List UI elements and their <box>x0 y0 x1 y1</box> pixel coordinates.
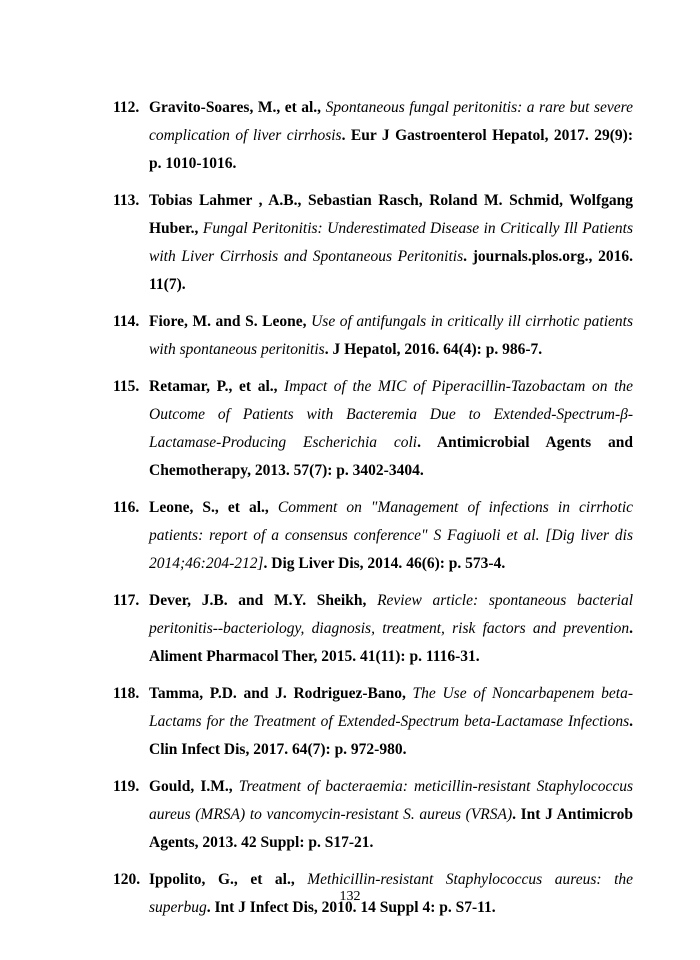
reference-source: . Int J Antimicrob Agents, 2013. <box>149 806 633 851</box>
reference-number: 112. <box>113 99 140 116</box>
reference-item <box>113 773 633 857</box>
reference-authors: Tobias Lahmer , A.B., Sebastian Rasch, Roland M. Schmid, Wolfgang Huber., <box>149 192 633 237</box>
reference-pages: : p. S7-11. <box>430 899 496 916</box>
reference-number: 116. <box>113 499 140 516</box>
reference-number: 119. <box>113 778 140 795</box>
reference-source: . Aliment Pharmacol Ther, 2015. <box>149 620 633 665</box>
reference-title: Fungal Peritonitis: Underestimated Disease in Critically Ill Patients with Liver Cirrhosis and Spontaneous Peritonitis <box>149 220 634 265</box>
reference-item <box>113 308 633 364</box>
reference-authors: Tamma, P.D. and J. Rodriguez-Bano, <box>149 685 406 702</box>
reference-authors: Leone, S., et al., <box>149 499 269 516</box>
reference-volume: 57 <box>293 462 310 479</box>
reference-volume: 11 <box>149 276 164 293</box>
reference-pages: (4): p. 986-7. <box>458 341 543 358</box>
reference-source: . Antimicrobial Agents and Chemotherapy, 2013. <box>149 434 633 479</box>
reference-pages: (9): p. 1010-1016. <box>149 127 634 172</box>
reference-volume: 42 Suppl <box>241 834 300 851</box>
reference-volume: 64 <box>291 741 308 758</box>
reference-title: Review article: spontaneous bacterial peritonitis--bacteriology, diagnosis, treatment, risk factors and prevention <box>149 592 633 637</box>
reference-title: Use of antifungals in critically ill cirrhotic patients with spontaneous peritonitis <box>149 313 633 358</box>
reference-item <box>113 373 633 485</box>
reference-volume: 41 <box>359 648 376 665</box>
reference-pages: (11): p. 1116-31. <box>375 648 480 665</box>
reference-number: 113. <box>113 192 140 209</box>
reference-item <box>113 494 633 578</box>
reference-title: Impact of the MIC of Piperacillin-Tazobactam on the Outcome of Patients with Bacteremia Due to Extended-Spectrum-β-Lactamase-Producing Escherichia coli <box>149 378 633 451</box>
reference-number: 120. <box>113 871 141 888</box>
reference-source: . Int J Infect Dis, 2010. <box>206 899 357 916</box>
reference-source: . Clin Infect Dis, 2017. <box>149 713 633 758</box>
reference-number: 115. <box>113 378 140 395</box>
reference-number: 114. <box>113 313 140 330</box>
reference-item <box>113 94 633 178</box>
reference-item <box>113 587 633 671</box>
reference-authors: Gould, I.M., <box>149 778 233 795</box>
reference-number: 117. <box>113 592 140 609</box>
reference-pages: (6): p. 573-4. <box>421 555 506 572</box>
reference-source: . Eur J Gastroenterol Hepatol, 2017. <box>341 127 589 144</box>
reference-authors: Gravito-Soares, M., et al., <box>149 99 322 116</box>
reference-title: Spontaneous fungal peritonitis: a rare but severe complication of liver cirrhosis <box>149 99 633 144</box>
reference-authors: Retamar, P., et al., <box>149 378 278 395</box>
reference-list <box>113 94 633 931</box>
reference-number: 118. <box>113 685 140 702</box>
reference-volume: 14 Suppl 4 <box>360 899 431 916</box>
reference-pages: : p. S17-21. <box>299 834 374 851</box>
reference-title: Treatment of bacteraemia: meticillin-resistant Staphylococcus aureus (MRSA) to vancomycin-resistant S. aureus (VRSA) <box>149 778 633 823</box>
reference-volume: 46 <box>406 555 422 572</box>
reference-title: The Use of Noncarbapenem beta-Lactams for the Treatment of Extended-Spectrum beta-Lactamase Infections <box>149 685 633 730</box>
reference-authors: Fiore, M. and S. Leone, <box>149 313 307 330</box>
reference-volume: 29 <box>594 127 610 144</box>
reference-item <box>113 187 633 299</box>
reference-volume: 64 <box>443 341 459 358</box>
reference-authors: Dever, J.B. and M.Y. Sheikh, <box>149 592 367 609</box>
reference-authors: Ippolito, G., et al., <box>149 871 295 888</box>
page-number: 132 <box>339 889 361 904</box>
reference-title: Methicillin-resistant Staphylococcus aureus: the superbug <box>149 871 634 916</box>
reference-item <box>113 680 633 764</box>
reference-pages: (7): p. 972-980. <box>307 741 407 758</box>
reference-source: . journals.plos.org., 2016. <box>463 248 633 265</box>
reference-pages: (7): p. 3402-3404. <box>309 462 424 479</box>
reference-source: . J Hepatol, 2016. <box>324 341 440 358</box>
reference-title: Comment on "Management of infections in cirrhotic patients: report of a consensus conference" S Fagiuoli et al. [Dig liver dis 2014;46:204-212] <box>149 499 634 572</box>
reference-pages: (7). <box>163 276 186 293</box>
reference-source: . Dig Liver Dis, 2014. <box>263 555 403 572</box>
